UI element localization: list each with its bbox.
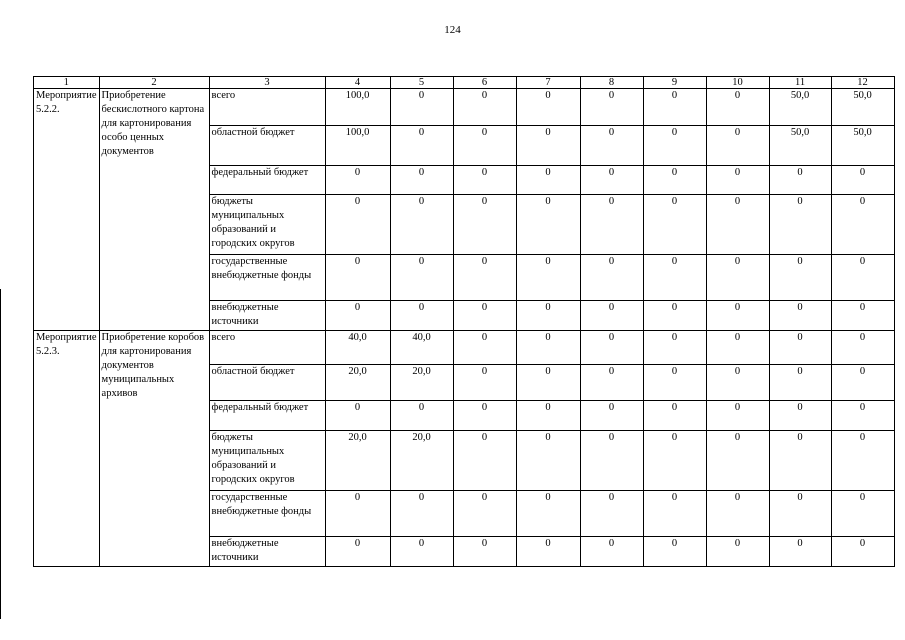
- funding-value: 0: [325, 195, 390, 255]
- funding-value: 0: [580, 89, 643, 126]
- funding-value: 0: [643, 126, 706, 166]
- funding-value: 0: [516, 166, 580, 195]
- funding-value: 0: [706, 255, 769, 301]
- column-number-header: 11: [769, 77, 831, 89]
- funding-value: 20,0: [390, 365, 453, 401]
- funding-value: 0: [580, 491, 643, 537]
- column-number-header: 3: [209, 77, 325, 89]
- funding-source: областной бюджет: [209, 126, 325, 166]
- funding-value: 0: [643, 431, 706, 491]
- funding-value: 0: [325, 401, 390, 431]
- column-number-header: 9: [643, 77, 706, 89]
- activity-name: Приобретение коробов для картонирования документов муниципальных архивов: [99, 331, 209, 567]
- funding-value: 0: [769, 255, 831, 301]
- scan-edge-line: [0, 289, 1, 619]
- funding-value: 0: [706, 365, 769, 401]
- funding-value: 0: [643, 331, 706, 365]
- funding-value: 0: [643, 365, 706, 401]
- funding-value: 0: [769, 301, 831, 331]
- funding-value: 100,0: [325, 126, 390, 166]
- funding-value: 0: [580, 401, 643, 431]
- funding-value: 0: [453, 331, 516, 365]
- funding-value: 0: [643, 401, 706, 431]
- funding-source: всего: [209, 89, 325, 126]
- table-row: [34, 331, 895, 365]
- funding-value: 0: [831, 401, 894, 431]
- funding-source: федеральный бюджет: [209, 401, 325, 431]
- column-number-header: 10: [706, 77, 769, 89]
- funding-value: 0: [831, 491, 894, 537]
- funding-value: 0: [453, 255, 516, 301]
- funding-value: 0: [831, 365, 894, 401]
- funding-value: 0: [706, 491, 769, 537]
- funding-value: 0: [580, 195, 643, 255]
- funding-value: 20,0: [325, 431, 390, 491]
- funding-value: 0: [706, 89, 769, 126]
- funding-value: 0: [706, 126, 769, 166]
- activity-code: Мероприятие 5.2.3.: [34, 331, 100, 567]
- funding-value: 0: [390, 89, 453, 126]
- funding-value: 0: [453, 365, 516, 401]
- funding-value: 0: [831, 537, 894, 567]
- funding-value: 0: [516, 126, 580, 166]
- funding-value: 20,0: [390, 431, 453, 491]
- funding-value: 0: [580, 365, 643, 401]
- funding-value: 0: [453, 537, 516, 567]
- funding-value: 0: [643, 255, 706, 301]
- funding-value: 0: [769, 401, 831, 431]
- funding-value: 0: [453, 166, 516, 195]
- column-number-header: 8: [580, 77, 643, 89]
- funding-source: федеральный бюджет: [209, 166, 325, 195]
- funding-value: 0: [706, 401, 769, 431]
- funding-value: 0: [325, 537, 390, 567]
- funding-value: 0: [325, 255, 390, 301]
- funding-value: 50,0: [769, 126, 831, 166]
- funding-source: бюджеты муниципальных образований и городских округов: [209, 195, 325, 255]
- funding-value: 0: [516, 365, 580, 401]
- funding-value: 0: [325, 301, 390, 331]
- funding-value: 0: [831, 255, 894, 301]
- funding-value: 0: [580, 126, 643, 166]
- funding-value: 0: [643, 301, 706, 331]
- funding-value: 0: [831, 195, 894, 255]
- funding-value: 0: [390, 301, 453, 331]
- funding-value: 50,0: [769, 89, 831, 126]
- funding-value: 0: [769, 331, 831, 365]
- funding-value: 0: [831, 331, 894, 365]
- column-number-header: 2: [99, 77, 209, 89]
- funding-value: 0: [580, 431, 643, 491]
- funding-value: 0: [453, 401, 516, 431]
- funding-value: 100,0: [325, 89, 390, 126]
- funding-value: 0: [769, 491, 831, 537]
- funding-value: 0: [831, 166, 894, 195]
- funding-value: 0: [706, 166, 769, 195]
- column-number-header: 5: [390, 77, 453, 89]
- funding-source: бюджеты муниципальных образований и городских округов: [209, 431, 325, 491]
- budget-table: [33, 76, 895, 567]
- funding-value: 0: [516, 195, 580, 255]
- column-number-header: 7: [516, 77, 580, 89]
- funding-value: 0: [769, 166, 831, 195]
- funding-value: 0: [390, 537, 453, 567]
- funding-value: 0: [706, 301, 769, 331]
- funding-value: 0: [453, 431, 516, 491]
- funding-value: 0: [390, 195, 453, 255]
- funding-value: 0: [643, 195, 706, 255]
- funding-source: внебюджетные источники: [209, 537, 325, 567]
- funding-value: 0: [643, 89, 706, 126]
- column-number-header: 4: [325, 77, 390, 89]
- funding-source: государственные внебюджетные фонды: [209, 255, 325, 301]
- funding-value: 0: [390, 491, 453, 537]
- column-number-row: [34, 77, 895, 89]
- funding-value: 0: [390, 255, 453, 301]
- funding-value: 0: [580, 301, 643, 331]
- funding-value: 0: [390, 126, 453, 166]
- funding-value: 0: [516, 491, 580, 537]
- funding-value: 0: [831, 431, 894, 491]
- activity-code: Мероприятие 5.2.2.: [34, 89, 100, 331]
- funding-value: 0: [580, 166, 643, 195]
- funding-value: 0: [831, 301, 894, 331]
- funding-value: 0: [580, 537, 643, 567]
- funding-value: 50,0: [831, 126, 894, 166]
- funding-value: 0: [516, 331, 580, 365]
- funding-value: 0: [325, 491, 390, 537]
- funding-value: 0: [453, 301, 516, 331]
- funding-value: 0: [643, 166, 706, 195]
- funding-source: государственные внебюджетные фонды: [209, 491, 325, 537]
- funding-value: 50,0: [831, 89, 894, 126]
- activity-name: Приобретение бескислотного картона для картонирования особо ценных документов: [99, 89, 209, 331]
- funding-value: 20,0: [325, 365, 390, 401]
- funding-value: 0: [516, 431, 580, 491]
- funding-value: 0: [516, 537, 580, 567]
- funding-value: 0: [769, 195, 831, 255]
- funding-value: 0: [706, 195, 769, 255]
- funding-value: 0: [516, 401, 580, 431]
- funding-value: 0: [643, 491, 706, 537]
- funding-value: 0: [453, 195, 516, 255]
- column-number-header: 6: [453, 77, 516, 89]
- funding-value: 0: [325, 166, 390, 195]
- funding-value: 0: [769, 431, 831, 491]
- funding-source: областной бюджет: [209, 365, 325, 401]
- funding-value: 0: [516, 301, 580, 331]
- table-row: [34, 89, 895, 126]
- funding-value: 0: [769, 537, 831, 567]
- column-number-header: 1: [34, 77, 100, 89]
- funding-value: 0: [580, 331, 643, 365]
- funding-value: 0: [706, 331, 769, 365]
- page-number: 124: [444, 24, 461, 36]
- column-number-header: 12: [831, 77, 894, 89]
- funding-source: всего: [209, 331, 325, 365]
- funding-value: 0: [390, 401, 453, 431]
- funding-value: 0: [769, 365, 831, 401]
- funding-source: внебюджетные источники: [209, 301, 325, 331]
- funding-value: 0: [453, 491, 516, 537]
- funding-value: 0: [516, 255, 580, 301]
- funding-value: 40,0: [325, 331, 390, 365]
- funding-value: 0: [643, 537, 706, 567]
- funding-value: 0: [453, 126, 516, 166]
- funding-value: 0: [580, 255, 643, 301]
- funding-value: 0: [516, 89, 580, 126]
- funding-value: 0: [706, 537, 769, 567]
- funding-value: 0: [453, 89, 516, 126]
- funding-value: 0: [390, 166, 453, 195]
- funding-value: 0: [706, 431, 769, 491]
- funding-value: 40,0: [390, 331, 453, 365]
